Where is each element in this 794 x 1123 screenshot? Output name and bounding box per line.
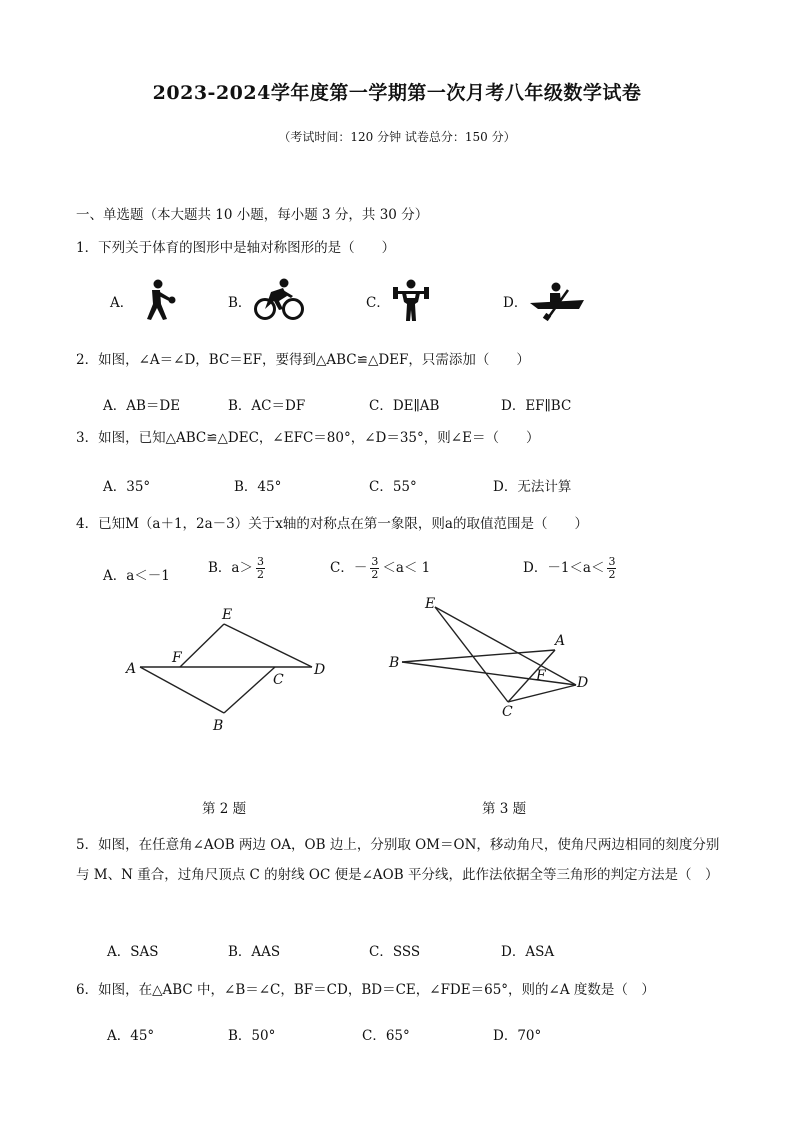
- point-label-d: D: [577, 675, 589, 691]
- fraction-denominator: 2: [371, 568, 379, 581]
- point-label-e: E: [222, 607, 233, 623]
- point-label-c: C: [502, 704, 513, 720]
- point-label-f: F: [172, 650, 182, 666]
- fraction: [256, 556, 265, 581]
- segment-BD: [402, 662, 576, 685]
- rower-icon: [528, 282, 586, 322]
- q4-option-b: [208, 556, 268, 581]
- ping-pong-player-icon: [138, 278, 178, 322]
- q2-option-a: A．AB＝DE: [103, 398, 181, 414]
- exam-info: （考试时间：120 分钟 试卷总分：150 分）: [278, 130, 516, 144]
- q1-option-a-label: A．: [110, 295, 134, 311]
- q3-option-b: B．45°: [234, 479, 282, 495]
- q3-option-c: C．55°: [369, 479, 417, 495]
- figure-2: [120, 600, 340, 740]
- q4-option-c-text: C．－: [330, 560, 368, 576]
- point-label-c: C: [273, 672, 284, 688]
- cyclist-icon: [253, 278, 305, 322]
- segment-AB: [140, 667, 224, 713]
- q1-option-b-label: B．: [228, 295, 252, 311]
- q5-option-c: C．SSS: [369, 944, 421, 960]
- page-title: 2023-2024学年度第一学期第一次月考八年级数学试卷: [152, 82, 642, 104]
- question-1: 1．下列关于体育的图形中是轴对称图形的是（ ）: [76, 240, 396, 256]
- q2-option-b: B．AC＝DF: [228, 398, 306, 414]
- q3-option-a: A．35°: [103, 479, 151, 495]
- question-5: 5．如图，在任意角∠AOB 两边 OA，OB 边上，分别取 OM＝ON，移动角尺，使角尺两边相同的刻度分别与 M、N 重合，过角尺顶点 C 的射线 OC 便是∠AOB 平分线，此作法依据全等三角形的判定方法是（ ）: [76, 837, 720, 883]
- point-label-a: A: [126, 661, 137, 677]
- figure-3: [385, 592, 595, 722]
- segment-AC: [508, 650, 555, 702]
- point-label-b: B: [213, 718, 224, 734]
- q4-option-b-text: B．a＞: [208, 560, 253, 576]
- question-2: 2．如图，∠A＝∠D，BC＝EF，要得到△ABC≌△DEF，只需添加（ ）: [76, 352, 530, 368]
- question-6: 6．如图，在△ABC 中，∠B＝∠C，BF＝CD，BD＝CE，∠FDE＝65°，则的∠A 度数是（ ）: [76, 982, 655, 998]
- q6-option-c: C．65°: [362, 1028, 410, 1044]
- q4-option-a: A．a＜－1: [103, 568, 170, 584]
- weightlifter-icon: [392, 278, 430, 322]
- segment-CD: [508, 685, 576, 702]
- fraction-denominator: 2: [256, 568, 264, 581]
- point-label-d: D: [314, 662, 326, 678]
- fraction-numerator: 3: [371, 555, 379, 568]
- q5-option-b: B．AAS: [228, 944, 281, 960]
- q4-option-d: [523, 556, 619, 581]
- fraction: [370, 556, 379, 581]
- q4-option-d-text: D．－1＜a＜: [523, 560, 605, 576]
- q4-option-c-suffix: ＜a＜ 1: [382, 560, 431, 576]
- point-label-b: B: [389, 655, 400, 671]
- fraction: [607, 556, 616, 581]
- point-label-e: E: [425, 596, 436, 612]
- q3-option-d: D．无法计算: [493, 479, 572, 495]
- fraction-numerator: 3: [256, 555, 264, 568]
- q6-option-a: A．45°: [107, 1028, 155, 1044]
- question-4: 4．已知M（a＋1，2a－3）关于x轴的对称点在第一象限，则a的取值范围是（ ）: [76, 516, 588, 532]
- q1-option-d-label: D．: [503, 295, 528, 311]
- section-heading: 一、单选题（本大题共 10 小题，每小题 3 分，共 30 分）: [76, 207, 429, 223]
- fraction-denominator: 2: [608, 568, 616, 581]
- q6-option-b: B．50°: [228, 1028, 276, 1044]
- point-label-a: A: [555, 633, 566, 649]
- figure-3-caption: 第 3 题: [482, 801, 527, 817]
- fraction-numerator: 3: [608, 555, 616, 568]
- question-3: 3．如图，已知△ABC≌△DEC，∠EFC＝80°，∠D＝35°，则∠E＝（ ）: [76, 430, 540, 446]
- figure-2-caption: 第 2 题: [202, 801, 247, 817]
- q5-option-a: A．SAS: [107, 944, 159, 960]
- q2-option-c: C．DE∥AB: [369, 398, 440, 414]
- segment-BC: [224, 667, 275, 713]
- segment-ED: [224, 624, 312, 667]
- point-label-f: F: [536, 668, 546, 684]
- q6-option-d: D．70°: [493, 1028, 542, 1044]
- q2-option-d: D．EF∥BC: [501, 398, 572, 414]
- segment-FE: [180, 624, 224, 667]
- q1-option-c-label: C．: [366, 295, 390, 311]
- q5-option-d: D．ASA: [501, 944, 555, 960]
- q4-option-c: [330, 556, 430, 581]
